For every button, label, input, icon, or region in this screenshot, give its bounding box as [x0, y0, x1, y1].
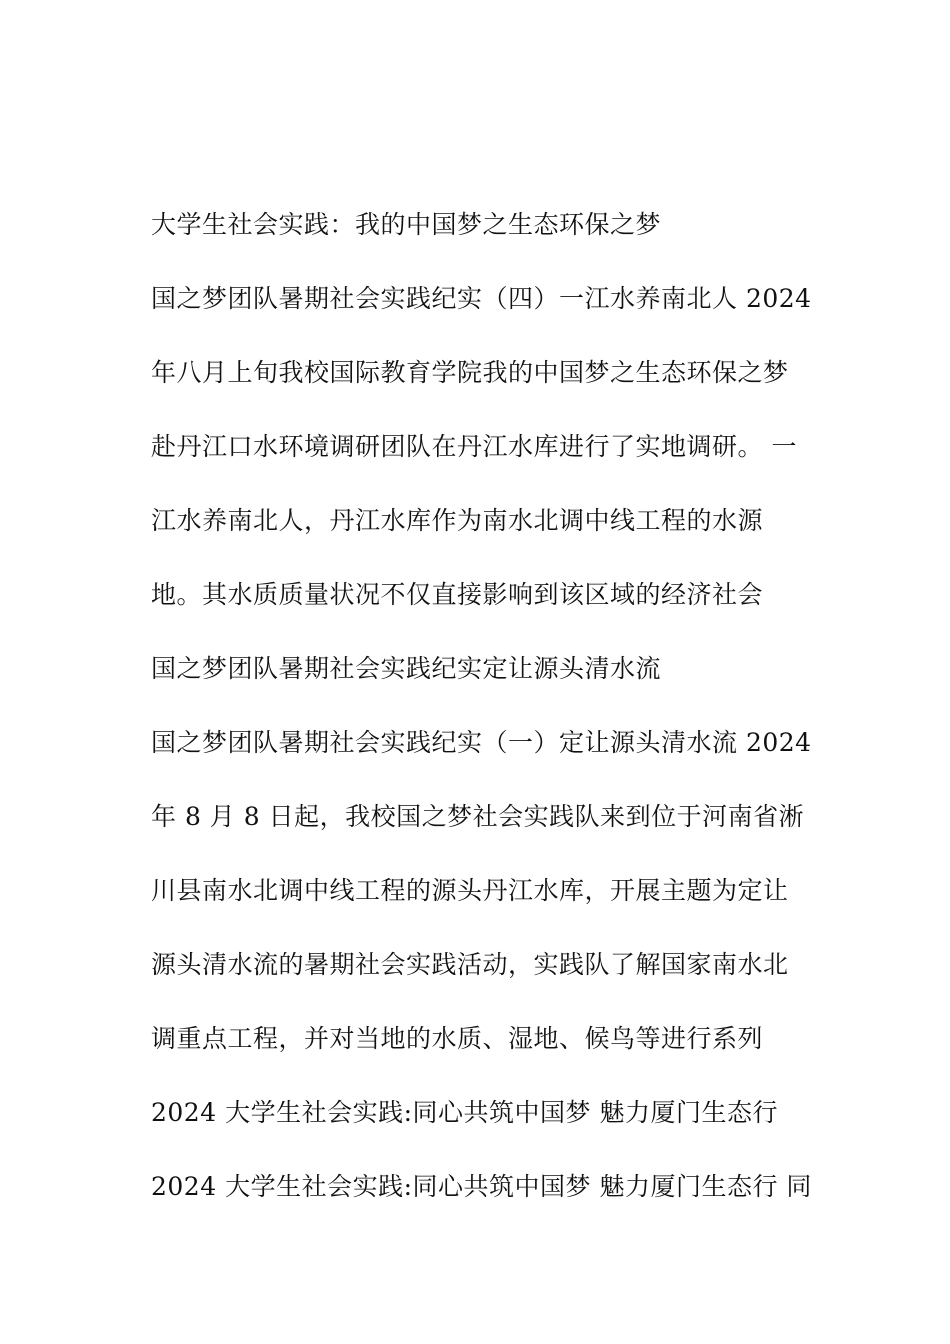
text-line: 地。其水质质量状况不仅直接影响到该区域的经济社会 [151, 580, 764, 609]
text-line: 赴丹江口水环境调研团队在丹江水库进行了实地调研。 一 [151, 432, 797, 461]
text-line: 江水养南北人，丹江水库作为南水北调中线工程的水源 [151, 506, 764, 535]
text-line: 国之梦团队暑期社会实践纪实（四）一江水养南北人 2024 [151, 284, 812, 313]
text-line: 川县南水北调中线工程的源头丹江水库，开展主题为定让 [151, 876, 789, 905]
text-line: 国之梦团队暑期社会实践纪实（一）定让源头清水流 2024 [151, 728, 812, 757]
document-title: 大学生社会实践：我的中国梦之生态环保之梦 [151, 210, 662, 239]
document-body [151, 202, 811, 1238]
section-heading: 2024 大学生社会实践:同心共筑中国梦 魅力厦门生态行 [151, 1098, 778, 1127]
text-line: 年 8 月 8 日起，我校国之梦社会实践队来到位于河南省淅 [151, 802, 805, 831]
text-line: 调重点工程，并对当地的水质、湿地、候鸟等进行系列 [151, 1024, 764, 1053]
text-line: 2024 大学生社会实践:同心共筑中国梦 魅力厦门生态行 同 [151, 1172, 812, 1201]
text-line: 源头清水流的暑期社会实践活动，实践队了解国家南水北 [151, 950, 789, 979]
section-heading: 国之梦团队暑期社会实践纪实定让源头清水流 [151, 654, 662, 683]
text-line: 年八月上旬我校国际教育学院我的中国梦之生态环保之梦 [151, 358, 789, 387]
